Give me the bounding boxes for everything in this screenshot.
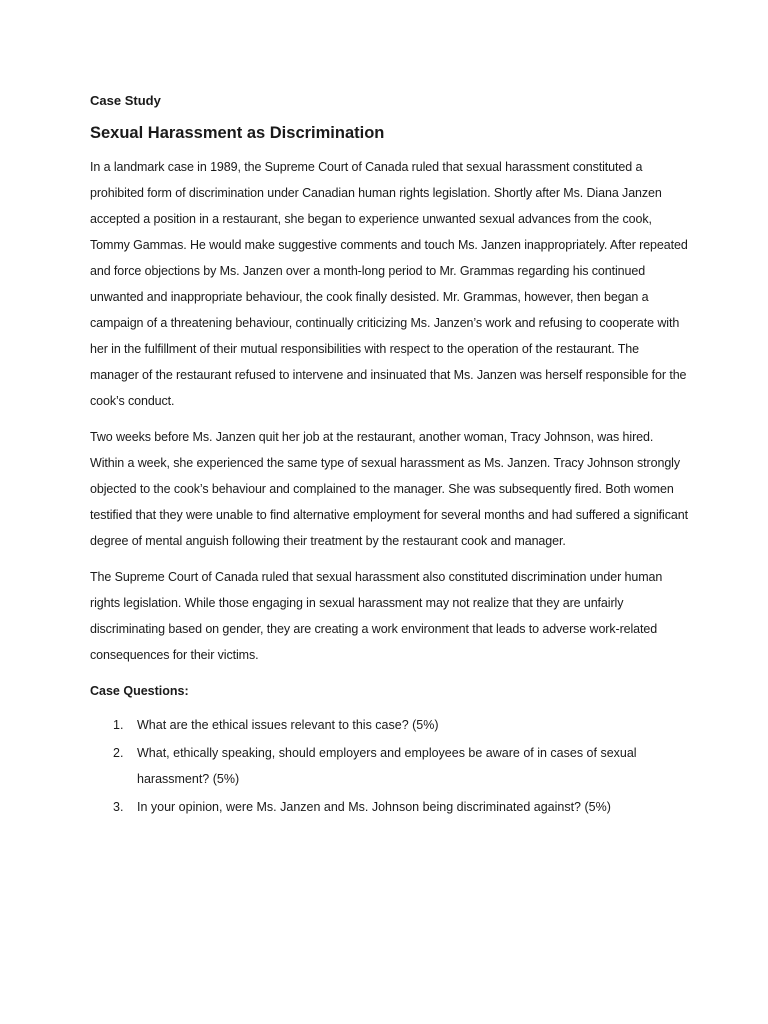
document-title: Sexual Harassment as Discrimination [90,124,385,142]
question-number: 2. [113,746,124,760]
document-page [90,92,690,822]
question-number: 1. [113,718,124,732]
question-item [90,794,690,820]
case-questions-heading: Case Questions: [90,684,189,698]
body-paragraph: Two weeks before Ms. Janzen quit her job at the restaurant, another woman, Tracy Johnson, was hired. Within a week, she experienced the same type of sexual harassment as Ms. Janzen. Tracy Johnson strongly objected to the cook’s behaviour and complained to the manager. She was subsequently fired. Both women testified that they were unable to find alternative employment for several months and had suffered a significant degree of mental anguish following their treatment by the restaurant cook and manager. [90,430,688,548]
body-paragraph: The Supreme Court of Canada ruled that sexual harassment also constituted discrimination under human rights legislation. While those engaging in sexual harassment may not realize that they are unfairly discriminating based on gender, they are creating a work environment that leads to adverse work-related consequences for their victims. [90,570,663,662]
question-text: What are the ethical issues relevant to this case? (5%) [137,718,439,732]
question-number: 3. [113,800,124,814]
case-study-label: Case Study [90,93,161,108]
body-paragraph: In a landmark case in 1989, the Supreme Court of Canada ruled that sexual harassment constituted a prohibited form of discrimination under Canadian human rights legislation. Shortly after Ms. Diana Janzen accepted a position in a restaurant, she began to experience unwanted sexual advances from the cook, Tommy Gammas. He would make suggestive comments and touch Ms. Janzen inappropriately. After repeated and force objections by Ms. Janzen over a month-long period to Mr. Grammas regarding his continued unwanted and inappropriate behaviour, the cook finally desisted. Mr. Grammas, however, then began a campaign of a threatening behaviour, continually criticizing Ms. Janzen’s work and refusing to cooperate with her in the fulfillment of their mutual responsibilities with respect to the operation of the restaurant. The manager of the restaurant refused to intervene and insinuated that Ms. Janzen was herself responsible for the cook’s conduct. [90,160,688,408]
question-list [90,712,690,820]
question-item [90,740,690,792]
question-item [90,712,690,738]
question-text: What, ethically speaking, should employers and employees be aware of in cases of sexual harassment? (5%) [137,746,637,786]
question-text: In your opinion, were Ms. Janzen and Ms. Johnson being discriminated against? (5%) [137,800,611,814]
